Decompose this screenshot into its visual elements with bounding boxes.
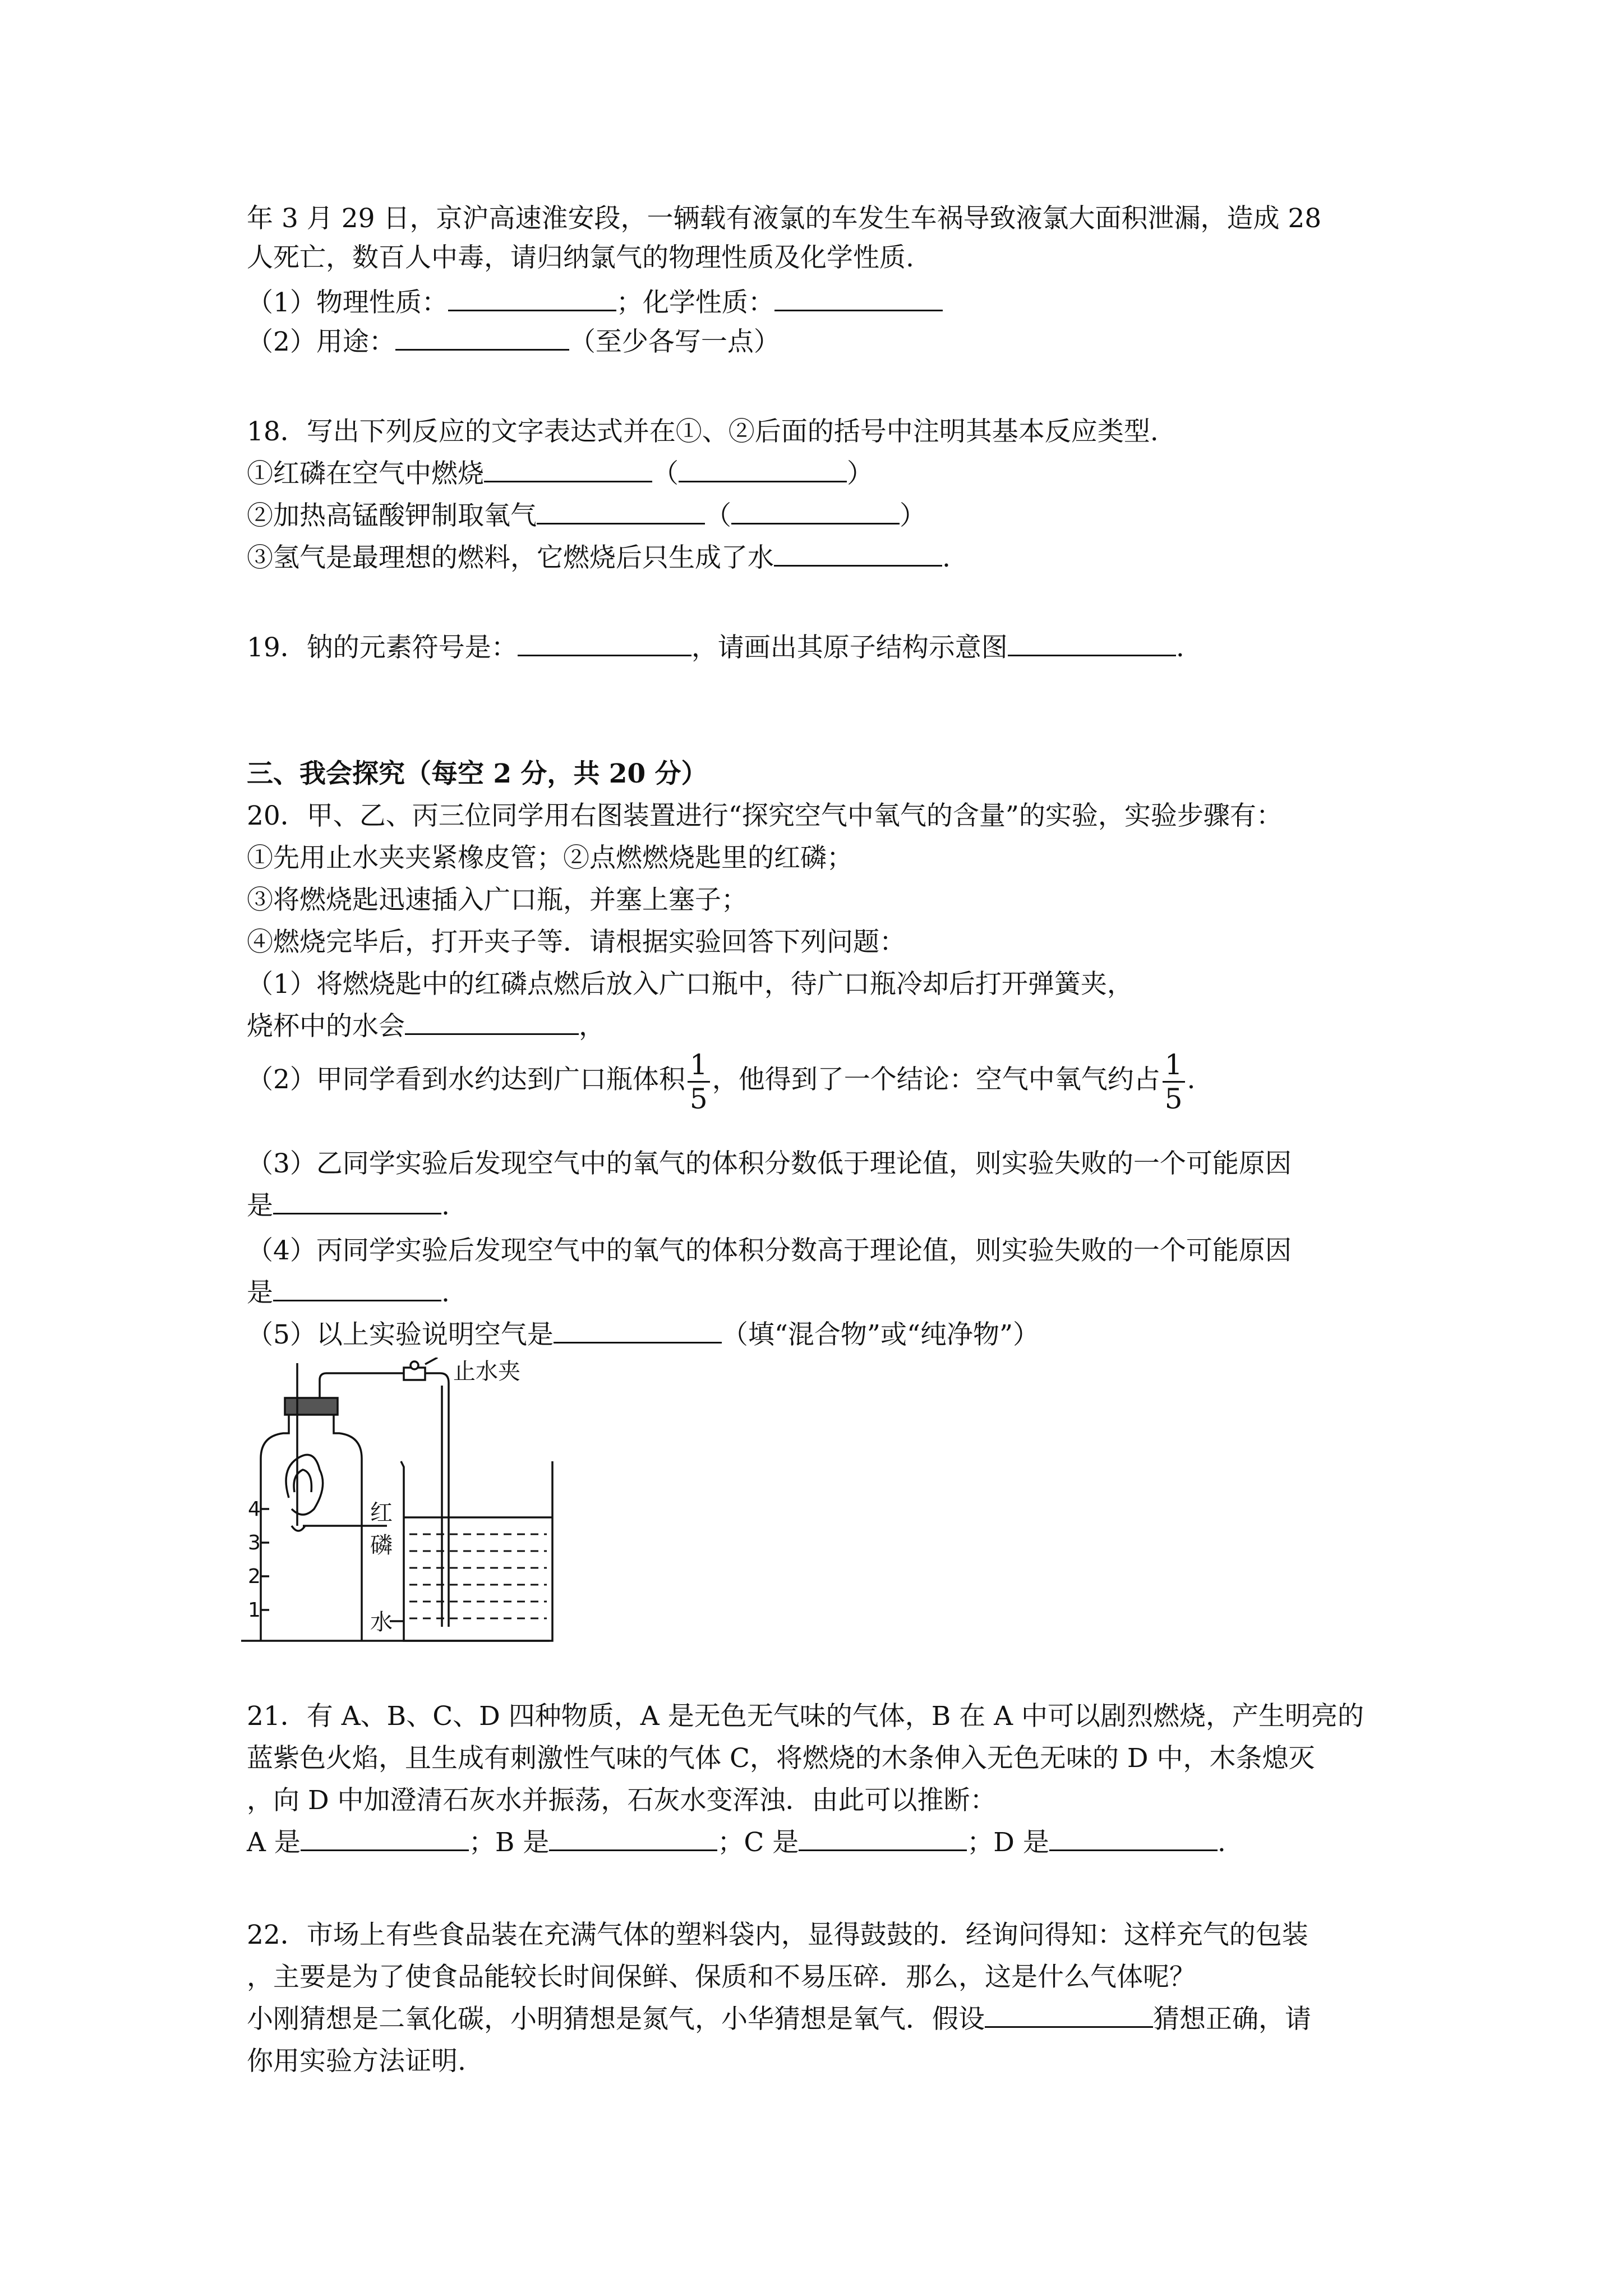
q17-use-label: （2）用途： <box>247 326 395 357</box>
q19-line <box>247 631 1184 665</box>
section-heading: 三、我会探究（每空 2 分，共 20 分） <box>247 758 708 789</box>
q20-part2a: （2）甲同学看到水约达到广口瓶体积 <box>247 1064 685 1095</box>
period: . <box>441 1190 450 1221</box>
q19-part1: 19．钠的元素符号是： <box>247 632 518 663</box>
q20-step3: ③将燃烧匙迅速插入广口瓶，并塞上塞子； <box>247 885 748 915</box>
clamp-knob <box>411 1361 418 1369</box>
answer-blank[interactable] <box>537 500 705 524</box>
close-paren: ） <box>847 458 873 489</box>
fraction-numerator: 1 <box>1163 1051 1185 1083</box>
scale-mark-4: 4 <box>248 1498 261 1521</box>
answer-blank[interactable] <box>731 500 900 524</box>
q19-part2: ，请画出其原子结构示意图 <box>691 632 1008 663</box>
fraction-one-fifth <box>1163 1048 1185 1115</box>
q20-part3b-text: 是 <box>247 1190 273 1221</box>
q17-part2 <box>247 325 780 359</box>
q21-line3: ，向 D 中加澄清石灰水并振荡，石灰水变浑浊．由此可以推断： <box>247 1785 997 1816</box>
q20-part5-note: （填“混合物”或“纯净物”） <box>721 1319 1040 1350</box>
q18-item1 <box>247 457 873 491</box>
q20-step12: ①先用止水夹夹紧橡皮管；②点燃燃烧匙里的红磷； <box>247 843 853 873</box>
answer-blank[interactable] <box>554 1319 722 1343</box>
q20-part4b-text: 是 <box>247 1277 273 1308</box>
answer-blank[interactable] <box>774 542 942 567</box>
q17-physical-label: （1）物理性质： <box>247 287 448 318</box>
answer-blank[interactable] <box>1008 632 1176 656</box>
answer-blank[interactable] <box>518 632 691 656</box>
answer-blank[interactable] <box>799 1827 967 1851</box>
answer-blank[interactable] <box>301 1827 469 1851</box>
clamp-pointer <box>425 1358 437 1364</box>
answer-blank[interactable] <box>405 1011 579 1035</box>
q22-line1: 22．市场上有些食品装在充满气体的塑料袋内，显得鼓鼓的．经询问得知：这样充气的包装 <box>247 1920 1308 1950</box>
q20-part5 <box>247 1318 1039 1352</box>
q18-item3-text: ③氢气是最理想的燃料，它燃烧后只生成了水 <box>247 542 774 573</box>
q20-part3b <box>247 1189 450 1223</box>
q22-line3b: 猜想正确，请 <box>1153 2004 1311 2035</box>
q22-line4: 你用实验方法证明. <box>247 2046 466 2077</box>
flask-outline <box>261 1414 362 1641</box>
q20-part4b <box>247 1276 450 1310</box>
q21-c-label: ；C 是 <box>717 1827 799 1858</box>
q21-a-label: A 是 <box>247 1827 301 1858</box>
q20-part1a: （1）将燃烧匙中的红磷点燃后放入广口瓶中，待广口瓶冷却后打开弹簧夹， <box>247 969 1133 1000</box>
answer-blank[interactable] <box>395 326 569 351</box>
period: . <box>1217 1827 1226 1858</box>
q21-line1: 21．有 A、B、C、D 四种物质，A 是无色无气味的气体，B 在 A 中可以剧烈燃烧，产生明亮的 <box>247 1701 1364 1732</box>
q20-part1b-text: 烧杯中的水会 <box>247 1011 405 1042</box>
q20-intro: 20．甲、乙、丙三位同学用右图装置进行“探究空气中氧气的含量”的实验，实验步骤有： <box>247 800 1283 831</box>
fraction-numerator: 1 <box>688 1051 710 1083</box>
q21-answers <box>247 1826 1226 1860</box>
q20-part1b <box>247 1010 605 1043</box>
q20-part3a: （3）乙同学实验后发现空气中的氧气的体积分数低于理论值，则实验失败的一个可能原因 <box>247 1148 1292 1179</box>
scale-mark-2: 2 <box>248 1565 261 1588</box>
q22-line3a: 小刚猜想是二氧化碳，小明猜想是氮气，小华猜想是氧气．假设 <box>247 2004 985 2035</box>
flame-shape <box>286 1455 323 1515</box>
q21-d-label: ；D 是 <box>967 1827 1049 1858</box>
apparatus-diagram <box>236 1358 572 1649</box>
answer-blank[interactable] <box>985 2004 1153 2028</box>
answer-blank[interactable] <box>273 1277 441 1301</box>
period: . <box>441 1277 450 1308</box>
q21-b-label: ；B 是 <box>468 1827 550 1858</box>
scale-mark-3: 3 <box>248 1531 261 1554</box>
q20-step4: ④燃烧完毕后，打开夹子等．请根据实验回答下列问题： <box>247 927 906 958</box>
q17-line2: 人死亡，数百人中毒，请归纳氯气的物理性质及化学性质. <box>247 242 914 273</box>
q22-line2: ，主要是为了使食品能较长时间保鲜、保质和不易压碎．那么，这是什么气体呢？ <box>247 1962 1196 1993</box>
fraction-denominator: 5 <box>1164 1082 1183 1115</box>
answer-blank[interactable] <box>1049 1827 1218 1851</box>
answer-blank[interactable] <box>774 287 943 311</box>
close-paren: ） <box>900 500 926 531</box>
q18-item3 <box>247 541 951 575</box>
fraction-one-fifth <box>688 1048 710 1115</box>
period: . <box>942 542 951 573</box>
q20-part2b: ，他得到了一个结论：空气中氧气约占 <box>712 1064 1160 1095</box>
comma: ， <box>579 1011 605 1042</box>
open-paren: （ <box>705 500 731 531</box>
fraction-denominator: 5 <box>689 1082 708 1115</box>
q21-line2: 蓝紫色火焰，且生成有刺激性气味的气体 C，将燃烧的木条伸入无色无味的 D 中，木条熄灭 <box>247 1743 1315 1774</box>
q20-part5-text: （5）以上实验说明空气是 <box>247 1319 554 1350</box>
q18-item1-text: ①红磷在空气中燃烧 <box>247 458 484 489</box>
q17-line1: 年 3 月 29 日，京沪高速淮安段，一辆载有液氯的车发生车祸导致液氯大面积泄漏，造成 28 <box>247 203 1322 234</box>
period: . <box>1175 632 1184 663</box>
q17-part1 <box>247 286 943 320</box>
stopper <box>285 1398 338 1415</box>
q17-note: （至少各写一点） <box>569 326 780 357</box>
water-dashes <box>409 1534 547 1618</box>
q22-line3 <box>247 2003 1311 2036</box>
answer-blank[interactable] <box>448 287 616 311</box>
answer-blank[interactable] <box>273 1190 441 1214</box>
answer-blank[interactable] <box>549 1827 717 1851</box>
q20-part4a: （4）丙同学实验后发现空气中的氧气的体积分数高于理论值，则实验失败的一个可能原因 <box>247 1235 1292 1266</box>
q18-item2 <box>247 499 926 533</box>
open-paren: （ <box>652 458 679 489</box>
answer-blank[interactable] <box>484 458 652 482</box>
water-label: 水 <box>370 1609 393 1635</box>
q20-part2 <box>247 1049 1195 1113</box>
period: . <box>1187 1064 1196 1095</box>
q18-intro: 18．写出下列反应的文字表达式并在①、②后面的括号中注明其基本反应类型. <box>247 416 1159 447</box>
q17-chemical-label: ；化学性质： <box>616 287 774 318</box>
phosphorus-label-1: 红 <box>370 1500 393 1526</box>
phosphorus-label-2: 磷 <box>370 1533 393 1558</box>
answer-blank[interactable] <box>679 458 847 482</box>
q18-item2-text: ②加热高锰酸钾制取氧气 <box>247 500 537 531</box>
scale-mark-1: 1 <box>248 1599 261 1622</box>
clamp-label: 止水夹 <box>453 1359 520 1384</box>
